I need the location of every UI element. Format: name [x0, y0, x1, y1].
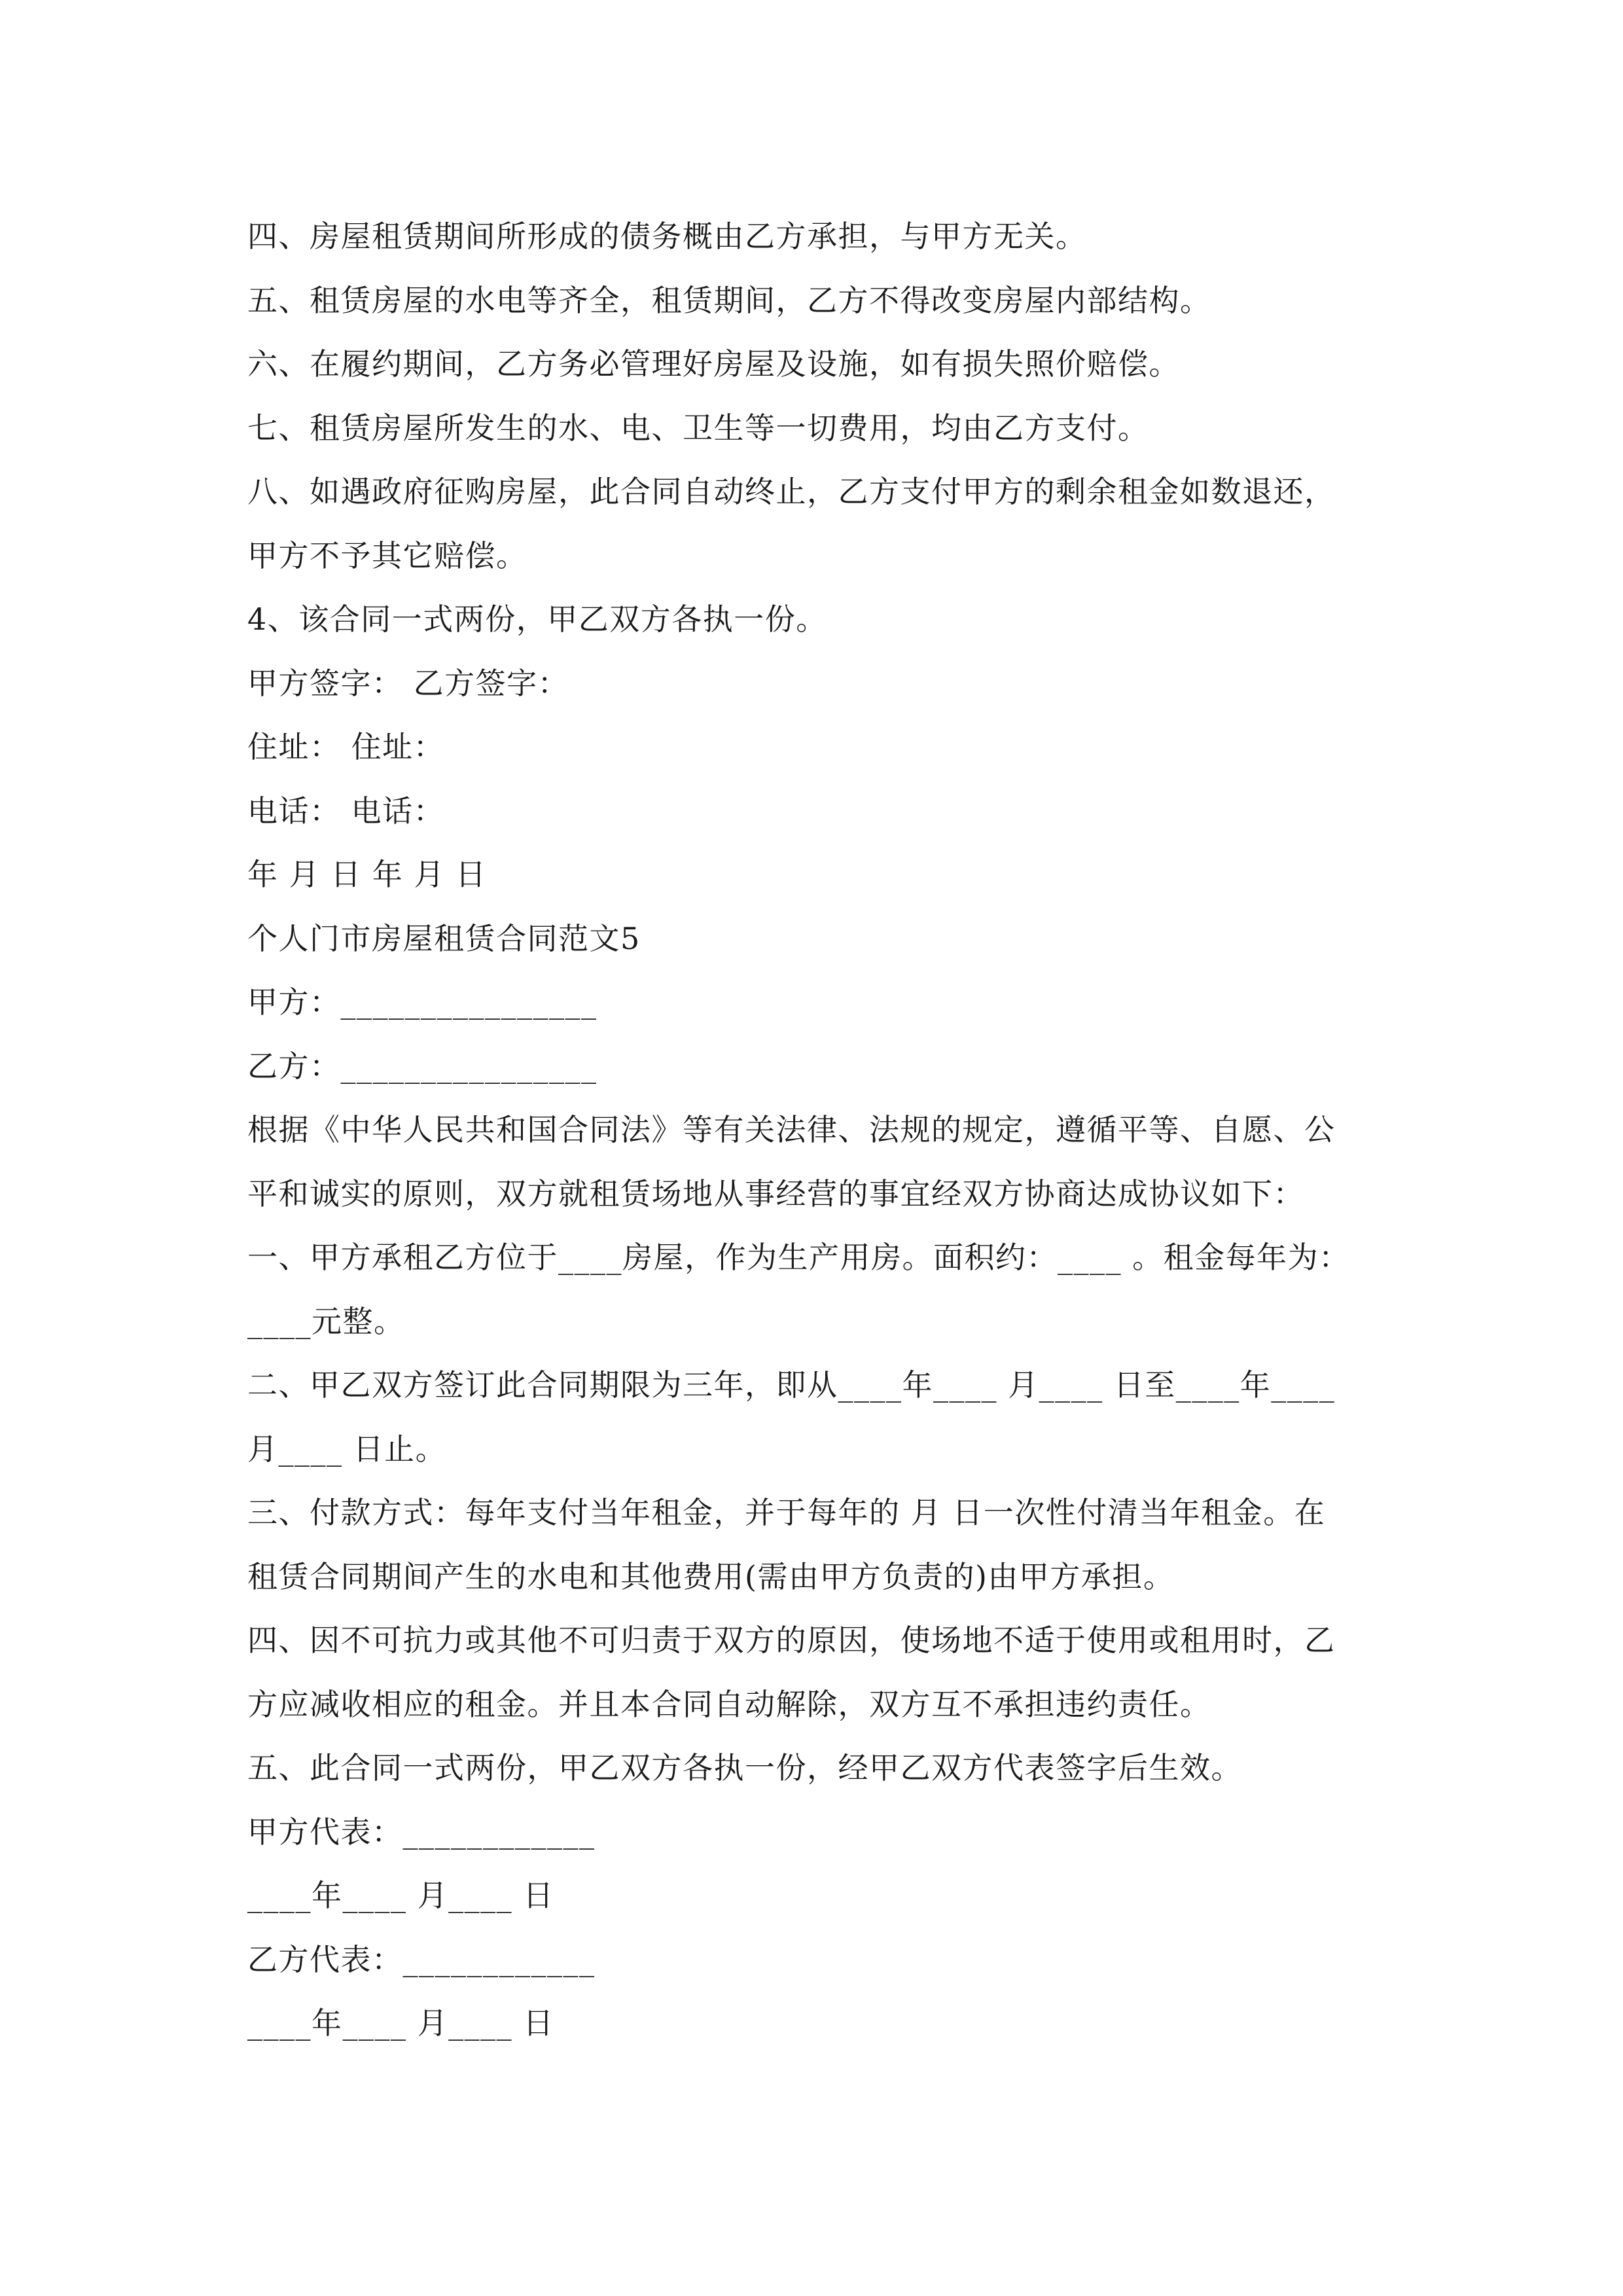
section-title: 个人门市房屋租赁合同范文5	[247, 920, 641, 956]
clause-4-debts: 四、房屋租赁期间所形成的债务概由乙方承担，与甲方无关。	[247, 219, 1087, 254]
phone-line: 电话： 电话：	[247, 793, 445, 829]
clause-5-copies: 五、此合同一式两份，甲乙双方各执一份，经甲乙双方代表签字后生效。	[247, 1750, 1242, 1785]
clause-2-continued: 月____ 日止。	[247, 1431, 447, 1467]
signature-line: 甲方签字： 乙方签字：	[247, 665, 569, 701]
preamble-line-2: 平和诚实的原则，双方就租赁场地从事经营的事宜经双方协商达成协议如下：	[247, 1175, 1304, 1211]
clause-2-term: 二、甲乙双方签订此合同期限为三年，即从____年____ 月____ 日至____年____	[247, 1367, 1336, 1403]
clause-3-continued: 租赁合同期间产生的水电和其他费用(需由甲方负责的)由甲方承担。	[247, 1558, 1175, 1594]
clause-7-fees: 七、租赁房屋所发生的水、电、卫生等一切费用，均由乙方支付。	[247, 410, 1149, 446]
party-b-representative: 乙方代表：____________	[247, 1941, 596, 1977]
copies-clause: 4、该合同一式两份，甲乙双方各执一份。	[247, 601, 827, 637]
preamble-line-1: 根据《中华人民共和国合同法》等有关法律、法规的规定，遵循平等、自愿、公	[247, 1112, 1336, 1147]
party-a-field: 甲方：________________	[247, 984, 597, 1020]
party-a-date: ____年____ 月____ 日	[247, 1878, 554, 1913]
clause-6-maintenance: 六、在履约期间，乙方务必管理好房屋及设施，如有损失照价赔偿。	[247, 346, 1180, 382]
party-a-representative: 甲方代表：____________	[247, 1814, 596, 1850]
clause-1-continued: ____元整。	[247, 1303, 405, 1339]
clause-5-utilities: 五、租赁房屋的水电等齐全，租赁期间，乙方不得改变房屋内部结构。	[247, 282, 1211, 318]
clause-8-expropriation: 八、如遇政府征购房屋，此合同自动终止，乙方支付甲方的剩余租金如数退还，	[247, 474, 1336, 509]
clause-3-payment: 三、付款方式：每年支付当年租金，并于每年的 月 日一次性付清当年租金。在	[247, 1495, 1326, 1530]
clause-4-continued: 方应减收相应的租金。并且本合同自动解除，双方互不承担违约责任。	[247, 1686, 1211, 1722]
party-b-date: ____年____ 月____ 日	[247, 2005, 554, 2041]
clause-1-premises: 一、甲方承租乙方位于____房屋，作为生产用房。面积约：____ 。租金每年为：	[247, 1240, 1350, 1275]
date-line: 年 月 日 年 月 日	[247, 857, 487, 892]
address-line: 住址： 住址：	[247, 729, 445, 764]
party-b-field: 乙方：________________	[247, 1048, 597, 1084]
clause-8-continued: 甲方不予其它赔偿。	[247, 537, 527, 573]
clause-4-force-majeure: 四、因不可抗力或其他不可归责于双方的原因，使场地不适于使用或租用时，乙	[247, 1623, 1336, 1658]
document-body	[247, 205, 1399, 2056]
